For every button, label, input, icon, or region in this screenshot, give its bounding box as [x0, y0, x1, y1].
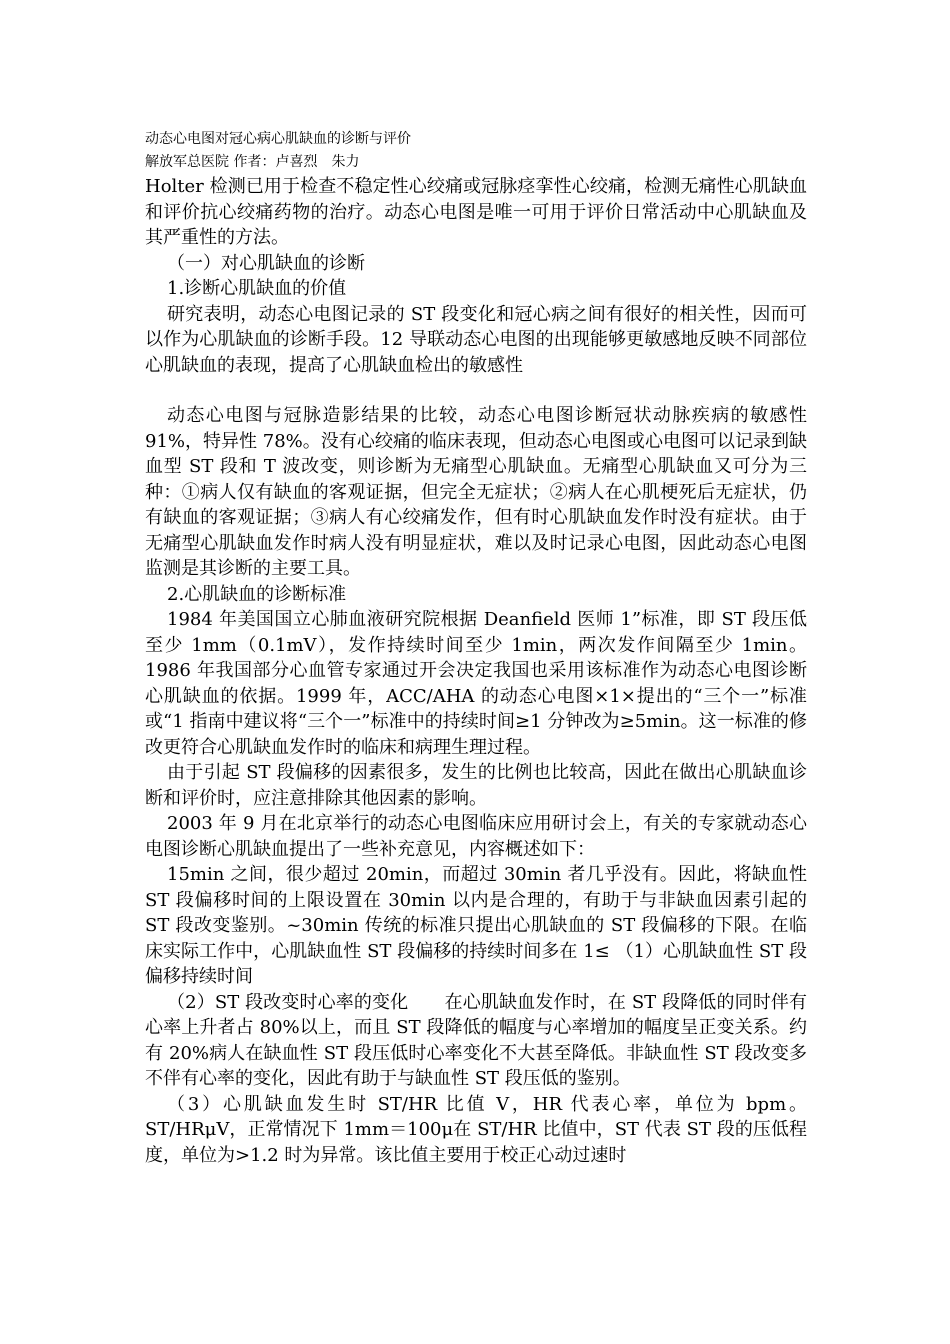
paragraph-criteria-history: 1984 年美国国立心肺血液研究院根据 Deanfield 医师 1”标准，即 ST 段压低至少 1mm（0.1mV），发作持续时间至少 1min，两次发作间隔至少 1min。1986 年我国部分心血管专家通过开会决定我国也采用该标准作为动态心电图诊断心肌缺血的依据。1999 年，ACC/AHA 的动态心电图×1×提出的“三个一”标准或“1 指南中建议将“三个一”标准中的持续时间≥1 分钟改为≥5min。这一标准的修改更符合心肌缺血发作时的临床和病理生理过程。 [145, 609, 807, 758]
subheading-diagnostic-value: 1.诊断心肌缺血的价值 [167, 278, 347, 299]
paragraph-duration: 15min 之间，很少超过 20min，而超过 30min 者几乎没有。因此，将缺血性 ST 段偏移时间的上限设置在 30min 以内是合理的，有助于与非缺血因素引起的 ST 段改变鉴别。~30min 传统的标准只提出心肌缺血的 ST 段偏移的下限。在临床实际工作中，心肌缺血性 ST 段偏移的持续时间多在 1≤ （1）心肌缺血性 ST 段偏移持续时间 [145, 864, 807, 987]
paragraph-st-hr-ratio: （3）心肌缺血发生时 ST/HR 比值 V，HR 代表心率，单位为 bpm。ST/HRμV，正常情况下 1mm＝100μ在 ST/HR 比值中，ST 代表 ST 段的压低程度，单位为>1.2 时为异常。该比值主要用于校正心动过速时 [145, 1093, 807, 1166]
paragraph-2003-meeting: 2003 年 9 月在北京举行的动态心电图临床应用研讨会上，有关的专家就动态心电图诊断心肌缺血提出了一些补充意见，内容概述如下： [145, 813, 807, 860]
paragraph-sensitivity: 动态心电图与冠脉造影结果的比较，动态心电图诊断冠状动脉疾病的敏感性 91%，特异性 78%。没有心绞痛的临床表现，但动态心电图或心电图可以记录到缺血型 ST 段和 T 波改变，则诊断为无痛型心肌缺血。无痛型心肌缺血又可分为三种：①病人仅有缺血的客观证据，但完全无症状；②病人在心肌梗死后无症状，仍有缺血的客观证据；③病人有心绞痛发作，但有时心肌缺血发作时没有症状。由于无痛型心肌缺血发作时病人没有明显症状，难以及时记录心电图，因此动态心电图监测是其诊断的主要工具。 [145, 405, 807, 579]
document-body [145, 128, 807, 1168]
paragraph-gap [145, 378, 807, 403]
document-title: 动态心电图对冠心病心肌缺血的诊断与评价 [145, 131, 411, 147]
paragraph-research: 研究表明，动态心电图记录的 ST 段变化和冠心病之间有很好的相关性，因而可以作为心肌缺血的诊断手段。12 导联动态心电图的出现能够更敏感地反映不同部位心肌缺血的表现，提高了心肌缺血检出的敏感性 [145, 303, 807, 376]
subheading-diagnostic-criteria: 2.心肌缺血的诊断标准 [167, 583, 347, 605]
intro-paragraph: Holter 检测已用于检查不稳定性心绞痛或冠脉痉挛性心绞痛，检测无痛性心肌缺血和评价抗心绞痛药物的治疗。动态心电图是唯一可用于评价日常活动中心肌缺血及其严重性的方法。 [145, 176, 807, 248]
paragraph-heart-rate: （2）ST 段改变时心率的变化 在心肌缺血发作时，在 ST 段降低的同时伴有心率上升者占 80%以上，而且 ST 段降低的幅度与心率增加的幅度呈正变关系。约有 20%病人在缺血性 ST 段压低时心率变化不大甚至降低。非缺血性 ST 段改变多不伴有心率的变化，因此有助于与缺血性 ST 段压低的鉴别。 [145, 991, 807, 1089]
section-heading-diagnosis: （一）对心肌缺血的诊断 [167, 252, 365, 274]
paragraph-exclusion: 由于引起 ST 段偏移的因素很多，发生的比例也比较高，因此在做出心肌缺血诊断和评价时，应注意排除其他因素的影响。 [145, 762, 807, 809]
author-line: 解放军总医院 作者：卢喜烈 朱力 [145, 154, 360, 170]
